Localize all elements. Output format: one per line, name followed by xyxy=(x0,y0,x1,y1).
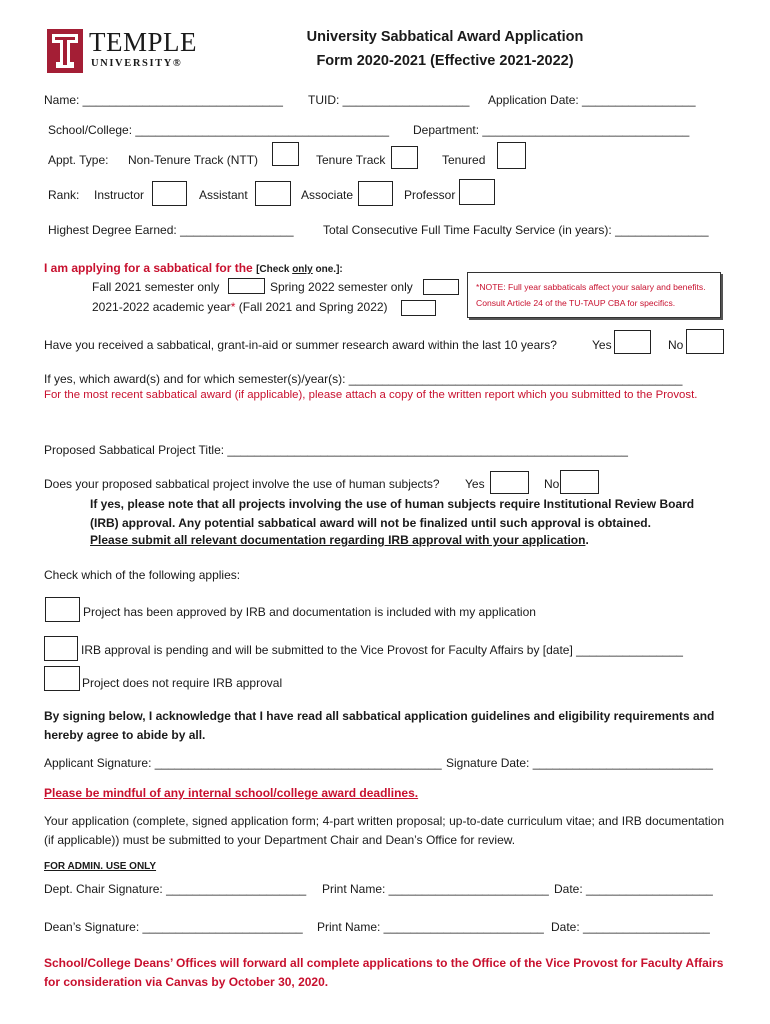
prior-award-question: Have you received a sabbatical, grant-in-aid or summer research award within the last 10 years? xyxy=(44,338,557,352)
irb-approved-label: Project has been approved by IRB and documentation is included with my application xyxy=(83,605,536,619)
admin-use-heading: FOR ADMIN. USE ONLY xyxy=(44,861,157,872)
ntt-checkbox[interactable] xyxy=(272,142,299,166)
assistant-label: Assistant xyxy=(199,188,248,202)
associate-label: Associate xyxy=(301,188,354,202)
dean-print-name-field[interactable]: Print Name: ________________________ xyxy=(317,920,544,934)
prior-award-details-field[interactable]: If yes, which award(s) and for which semester(s)/year(s): __________________________________________________ xyxy=(44,372,683,386)
dean-date-field[interactable]: Date: ___________________ xyxy=(551,920,710,934)
academic-year-text: 2021-2022 academic year xyxy=(92,300,231,314)
irb-submit-text: Please submit all relevant documentation regarding IRB approval with your application xyxy=(90,533,586,547)
spring-semester-label: Spring 2022 semester only xyxy=(270,280,413,294)
salary-note-line2: Consult Article 24 of the TU-TAUP CBA for specifics. xyxy=(476,298,676,308)
irb-pending-label: IRB approval is pending and will be submitted to the Vice Provost for Faculty Affairs by [date] ________________ xyxy=(81,643,683,657)
human-subjects-no-checkbox[interactable] xyxy=(560,470,599,494)
check-hint-only: only xyxy=(292,264,313,275)
professor-checkbox[interactable] xyxy=(459,179,495,205)
form-subtitle: Form 2020-2021 (Effective 2021-2022) xyxy=(316,53,574,69)
project-title-field[interactable]: Proposed Sabbatical Project Title: ____________________________________________________________ xyxy=(44,443,628,457)
tenured-label: Tenured xyxy=(442,153,486,167)
instructor-label: Instructor xyxy=(94,188,145,202)
fall-semester-checkbox[interactable] xyxy=(228,278,265,294)
attach-report-note: For the most recent sabbatical award (if applicable), please attach a copy of the written report which you submitted to the Provost. xyxy=(44,389,698,401)
irb-approved-checkbox[interactable] xyxy=(45,597,80,622)
academic-year-asterisk: * xyxy=(230,300,236,314)
academic-year-label xyxy=(92,300,388,314)
temple-logo xyxy=(47,27,207,75)
human-subjects-no-label: No xyxy=(544,477,560,491)
prior-award-yes-label: Yes xyxy=(592,338,612,352)
irb-not-required-label: Project does not require IRB approval xyxy=(82,676,283,690)
chair-date-field[interactable]: Date: ___________________ xyxy=(554,882,713,896)
human-subjects-question: Does your proposed sabbatical project involve the use of human subjects? xyxy=(44,477,440,491)
applies-heading: Check which of the following applies: xyxy=(44,568,241,582)
fall-semester-label: Fall 2021 semester only xyxy=(92,280,220,294)
check-one-hint xyxy=(256,264,343,275)
application-date-field[interactable]: Application Date: _________________ xyxy=(488,93,696,107)
prior-award-no-label: No xyxy=(668,338,684,352)
acknowledgement-text: By signing below, I acknowledge that I have read all sabbatical application guidelines and eligibility requirements and hereby agree to abide by all. xyxy=(44,709,715,742)
salary-note-box xyxy=(467,272,721,318)
school-college-field[interactable]: School/College: ______________________________________ xyxy=(48,123,389,137)
tenure-track-checkbox[interactable] xyxy=(391,146,418,169)
ntt-label: Non-Tenure Track (NTT) xyxy=(128,153,259,167)
rank-label: Rank: xyxy=(48,188,80,202)
name-field[interactable]: Name: ______________________________ xyxy=(44,93,283,107)
submission-instructions: Your application (complete, signed application form; 4-part written proposal; up-to-date curriculum vitae; and IRB documentation (if applicable)) must be submitted to your Department Chair and Dean’s Office for review. xyxy=(44,814,724,847)
check-hint-post: one.]: xyxy=(312,264,343,275)
irb-not-required-checkbox[interactable] xyxy=(44,666,80,691)
assistant-checkbox[interactable] xyxy=(255,181,291,206)
form-title: University Sabbatical Award Application xyxy=(306,29,584,45)
academic-year-checkbox[interactable] xyxy=(401,300,436,316)
logo-subtitle: UNIVERSITY® xyxy=(91,58,183,69)
irb-submit-note xyxy=(90,533,589,547)
tenure-track-label: Tenure Track xyxy=(316,153,386,167)
associate-checkbox[interactable] xyxy=(358,181,393,206)
highest-degree-field[interactable]: Highest Degree Earned: _________________ xyxy=(48,223,294,237)
salary-note-line1: *NOTE: Full year sabbaticals affect your salary and benefits. xyxy=(476,282,706,292)
instructor-checkbox[interactable] xyxy=(152,181,187,206)
prior-award-no-checkbox[interactable] xyxy=(686,329,724,354)
academic-year-detail: (Fall 2021 and Spring 2022) xyxy=(235,300,388,314)
temple-t-logo-icon xyxy=(47,29,83,73)
sabbatical-heading-text: I am applying for a sabbatical for the xyxy=(44,261,253,275)
human-subjects-yes-label: Yes xyxy=(465,477,485,491)
sabbatical-heading xyxy=(44,261,343,275)
irb-pending-checkbox[interactable] xyxy=(44,636,78,661)
check-hint-pre: [Check xyxy=(256,264,293,275)
faculty-service-field[interactable]: Total Consecutive Full Time Faculty Service (in years): ______________ xyxy=(323,223,709,237)
forwarding-deadline-note: School/College Deans’ Offices will forward all complete applications to the Office of the Vice Provost for Faculty Affairs for consideration via Canvas by October 30, 2020. xyxy=(44,956,724,989)
prior-award-yes-checkbox[interactable] xyxy=(614,330,651,354)
irb-requirement-note: If yes, please note that all projects involving the use of human subjects require Institutional Review Board (IRB) approval. Any potential sabbatical award will not be finalized until such approval is obtained. xyxy=(90,497,695,530)
chair-print-name-field[interactable]: Print Name: ________________________ xyxy=(322,882,549,896)
deadline-note: Please be mindful of any internal school/college award deadlines. xyxy=(44,786,419,800)
professor-label: Professor xyxy=(404,188,456,202)
applicant-signature-field[interactable]: Applicant Signature: ___________________________________________ xyxy=(44,756,442,770)
human-subjects-yes-checkbox[interactable] xyxy=(490,471,529,494)
irb-submit-period: . xyxy=(585,533,589,547)
chair-signature-field[interactable]: Dept. Chair Signature: _____________________ xyxy=(44,882,307,896)
dean-signature-field[interactable]: Dean’s Signature: ________________________ xyxy=(44,920,303,934)
signature-date-field[interactable]: Signature Date: ___________________________ xyxy=(446,756,713,770)
spring-semester-checkbox[interactable] xyxy=(423,279,459,295)
department-field[interactable]: Department: _______________________________ xyxy=(413,123,690,137)
tenured-checkbox[interactable] xyxy=(497,142,526,169)
tuid-field[interactable]: TUID: ___________________ xyxy=(308,93,470,107)
logo-wordmark: TEMPLE xyxy=(89,27,197,57)
appt-type-label: Appt. Type: xyxy=(48,153,109,167)
